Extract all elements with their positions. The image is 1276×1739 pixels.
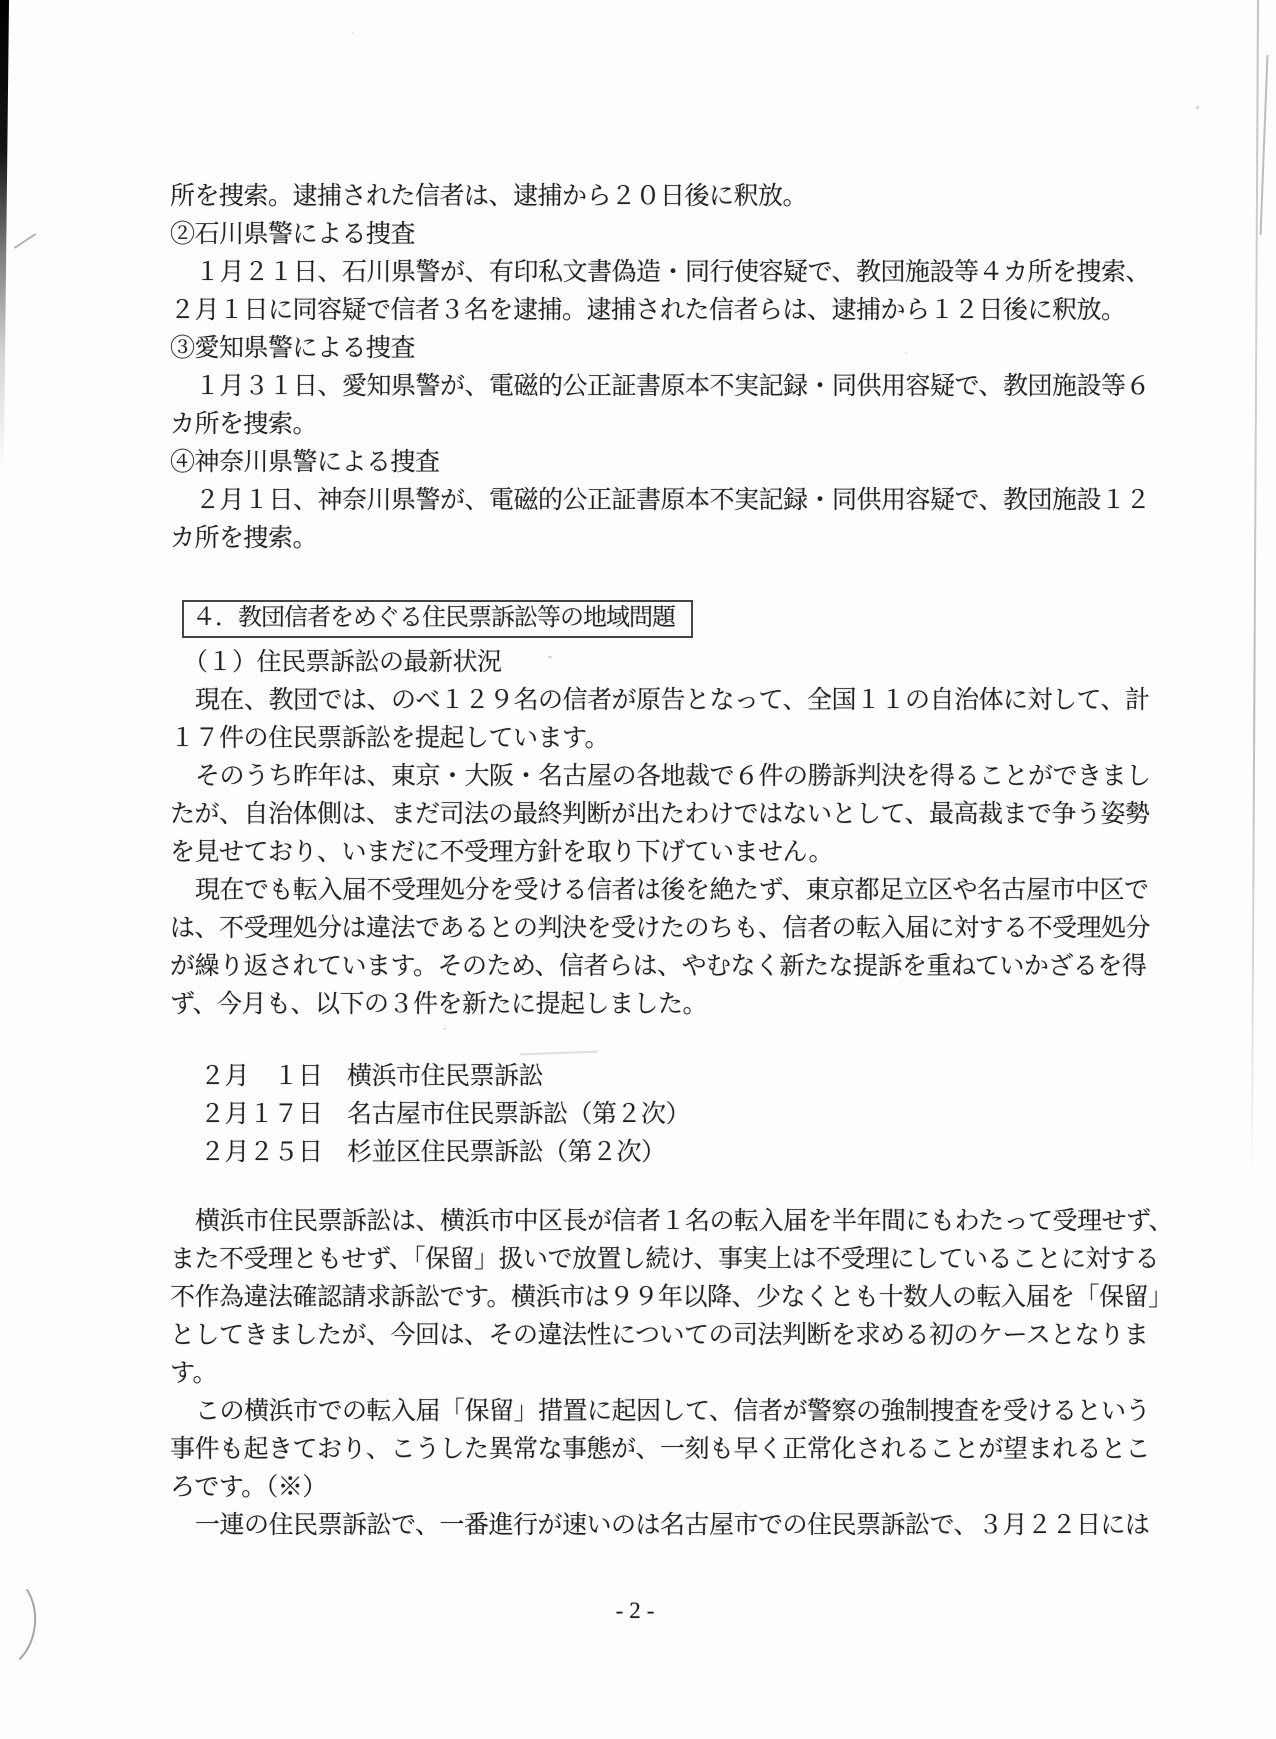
text-line: １月２１日、石川県警が、有印私文書偽造・同行使容疑で、教団施設等４カ所を捜索、 xyxy=(195,259,1151,286)
text-line: 一連の住民票訴訟で、一番進行が速いのは名古屋市での住民票訴訟で、３月２２日には xyxy=(195,1512,1150,1539)
text-line: また不受理ともせず、「保留」扱いで放置し続け、事実上は不受理にしていることに対する xyxy=(170,1246,1160,1273)
text-line: 事件も起きており、こうした異常な事態が、一刻も早く正常化されることが望まれるとこ xyxy=(170,1436,1151,1463)
text-line: この横浜市での転入届「保留」措置に起因して、信者が警察の強制捜査を受けるという xyxy=(195,1398,1151,1425)
text-line: は、不受理処分は違法であるとの判決を受けたのちも、信者の転入届に対する不受理処分 xyxy=(170,915,1151,942)
text-line: １月３１日、愛知県警が、電磁的公正証書原本不実記録・同供用容疑で、教団施設等６ xyxy=(195,373,1151,400)
text-line: ②石川県警による捜査 xyxy=(170,221,416,248)
text-line: たが、自治体側は、まだ司法の最終判断が出たわけではないとして、最高裁まで争う姿勢 xyxy=(170,801,1150,828)
text-line: ろです。（※） xyxy=(170,1474,327,1501)
scan-speck xyxy=(1196,106,1199,109)
scan-scratch-mark xyxy=(14,233,37,249)
text-line: ず、今月も、以下の３件を新たに提起しました。 xyxy=(170,991,708,1018)
list-item: ２月 １日 横浜市住民票訴訟 xyxy=(200,1063,544,1090)
text-line: そのうち昨年は、東京・大阪・名古屋の各地裁で６件の勝訴判決を得ることができまし xyxy=(195,763,1151,790)
document-body xyxy=(170,178,1174,1545)
text-line: す。 xyxy=(170,1360,218,1387)
text-line: を見せており、いまだに不受理方針を取り下げていません。 xyxy=(170,839,834,866)
subsection-heading: （１）住民票訴訟の最新状況 xyxy=(183,649,502,676)
scan-line-artifact-right xyxy=(1251,0,1259,1180)
scan-line-artifact-right-2 xyxy=(1260,55,1269,235)
scan-speck xyxy=(352,32,354,34)
list-item: ２月１７日 名古屋市住民票訴訟（第２次） xyxy=(200,1101,691,1128)
text-line: 現在、教団では、のべ１２９名の信者が原告となって、全国１１の自治体に対して、計 xyxy=(195,687,1150,714)
text-line: カ所を捜索。 xyxy=(170,525,318,552)
text-line: ２月１日、神奈川県警が、電磁的公正証書原本不実記録・同供用容疑で、教団施設１２ xyxy=(195,487,1151,514)
section-heading-row xyxy=(182,600,1170,638)
text-line: 横浜市住民票訴訟は、横浜市中区長が信者１名の転入届を半年間にもわたって受理せず、 xyxy=(195,1208,1174,1235)
list-item: ２月２５日 杉並区住民票訴訟（第２次） xyxy=(200,1139,666,1166)
text-line: ２月１日に同容疑で信者３名を逮捕。逮捕された信者らは、逮捕から１２日後に釈放。 xyxy=(170,297,1126,324)
text-line: 不作為違法確認請求訴訟です。横浜市は９９年以降、少なくとも十数人の転入届を「保留」 xyxy=(170,1284,1173,1311)
scan-edge-artifact-left xyxy=(0,0,9,470)
text-line: １７件の住民票訴訟を提起しています。 xyxy=(170,725,610,752)
text-line: ④神奈川県警による捜査 xyxy=(170,449,440,476)
text-line: カ所を捜索。 xyxy=(170,411,318,438)
text-line: 所を捜索。逮捕された信者は、逮捕から２０日後に釈放。 xyxy=(170,183,808,210)
text-line: が繰り返されています。そのため、信者らは、やむなく新たな提訴を重ねていかざるを得 xyxy=(170,953,1147,980)
section-heading-box: ４．教団信者をめぐる住民票訴訟等の地域問題 xyxy=(182,600,693,638)
text-line: としてきましたが、今回は、その違法性についての司法判断を求める初のケースとなりま xyxy=(170,1322,1149,1349)
text-line: 現在でも転入届不受理処分を受ける信者は後を絶たず、東京都足立区や名古屋市中区で xyxy=(195,877,1149,904)
text-line: ③愛知県警による捜査 xyxy=(170,335,416,362)
page-number: -2- xyxy=(615,1598,661,1623)
